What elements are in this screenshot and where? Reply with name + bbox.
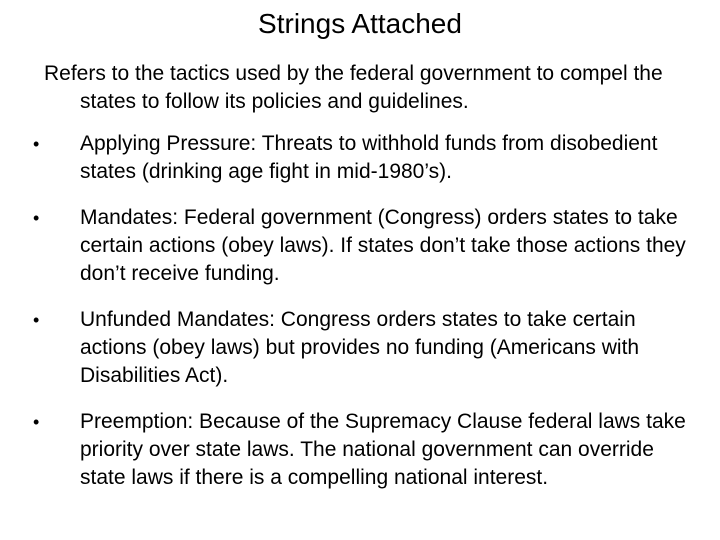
bullet-item-mandates [33, 204, 694, 288]
bullet-text: Mandates: Federal government (Congress) orders states to take certain actions (obey laws). If states don’t take those actions they don’t receive funding. [80, 206, 686, 285]
bullet-item-unfunded-mandates [33, 306, 694, 390]
bullet-marker: • [33, 310, 40, 330]
bullet-marker: • [33, 208, 40, 228]
bullet-text: Preemption: Because of the Supremacy Clause federal laws take priority over state laws. The national government can override state laws if there is a compelling national interest. [80, 410, 686, 489]
bullet-item-preemption [33, 408, 694, 492]
bullet-list [33, 130, 694, 510]
bullet-text: Applying Pressure: Threats to withhold funds from disobedient states (drinking age fight in mid-1980’s). [80, 132, 658, 183]
bullet-marker: • [33, 412, 40, 432]
bullet-marker: • [33, 134, 40, 154]
slide-title: Strings Attached [258, 8, 462, 39]
bullet-text: Unfunded Mandates: Congress orders states to take certain actions (obey laws) but provides no funding (Americans with Disabilities Act). [80, 308, 640, 387]
bullet-item-applying-pressure [33, 130, 694, 186]
intro-paragraph: Refers to the tactics used by the federal government to compel the states to follow its policies and guidelines. [44, 62, 663, 113]
